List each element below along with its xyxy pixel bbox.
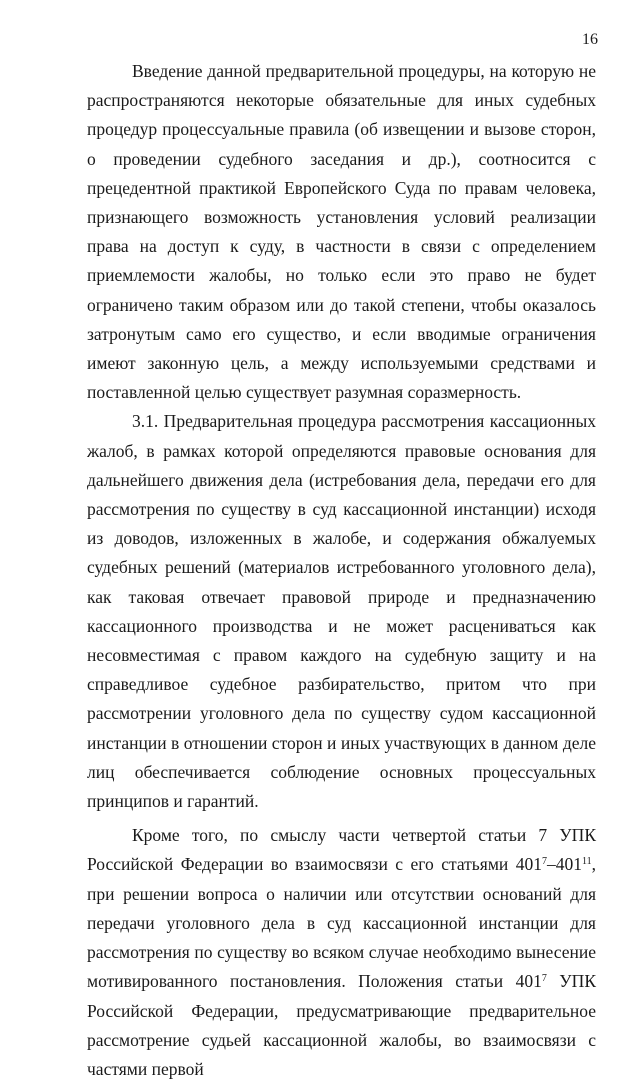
page-number: 16 (582, 31, 598, 48)
superscript-7: 7 (541, 856, 547, 868)
paragraph-text-segment: , при решении вопроса о наличии или отсутствии оснований для передачи уголовного дела в суд кассационной инстанции для рассмотрения по существу во всяком случае необходимо вынесение мотивированного постановления. Положения статьи 401 (87, 854, 596, 992)
paragraph-text-segment: Кроме того, по смыслу части четвертой статьи 7 УПК Российской Федерации во взаимосвязи с его статьями 401 (87, 825, 596, 875)
paragraph-text-segment: –401 (546, 854, 582, 875)
superscript-7: 7 (541, 973, 547, 985)
superscript-11: 11 (581, 856, 592, 868)
paragraph-text-segment: УПК Российской Федерации, предусматривающие предварительное рассмотрение судьей кассационной жалобы, во взаимосвязи с частями первой (87, 971, 596, 1079)
paragraph-reasoned-decision (87, 821, 596, 1084)
paragraph-3-1-preliminary-procedure: 3.1. Предварительная процедура рассмотрения кассационных жалоб, в рамках которой определяются правовые основания для дальнейшего движения дела (истребования дела, передачи его для рассмотрения по существу в суд кассационной инстанции) исходя из доводов, изложенных в жалобе, и содержания обжалуемых судебных решений (материалов истребованного уголовного дела), как таковая отвечает правовой природе и предназначению кассационного производства и не может расцениваться как несовместимая с правом каждого на судебную защиту и на справедливое судебное разбирательство, притом что при рассмотрении уголовного дела по существу судом кассационной инстанции в отношении сторон и иных участвующих в данном деле лиц обеспечивается соблюдение основных процессуальных принципов и гарантий. (87, 411, 596, 812)
document-body (87, 57, 596, 1084)
paragraph-european-court: Введение данной предварительной процедуры, на которую не распространяются некоторые обязательные для иных судебных процедур процессуальные правила (об извещении и вызове сторон, о проведении судебного заседания и др.), соотносится с прецедентной практикой Европейского Суда по правам человека, признающего возможность установления условий реализации права на доступ к суду, в частности в связи с определением приемлемости жалобы, но только если это право не будет ограничено таким образом или до такой степени, чтобы оказалось затронутым само его существо, и если вводимые ограничения имеют законную цель, а между используемыми средствами и поставленной целью существует разумная соразмерность. (87, 61, 596, 403)
